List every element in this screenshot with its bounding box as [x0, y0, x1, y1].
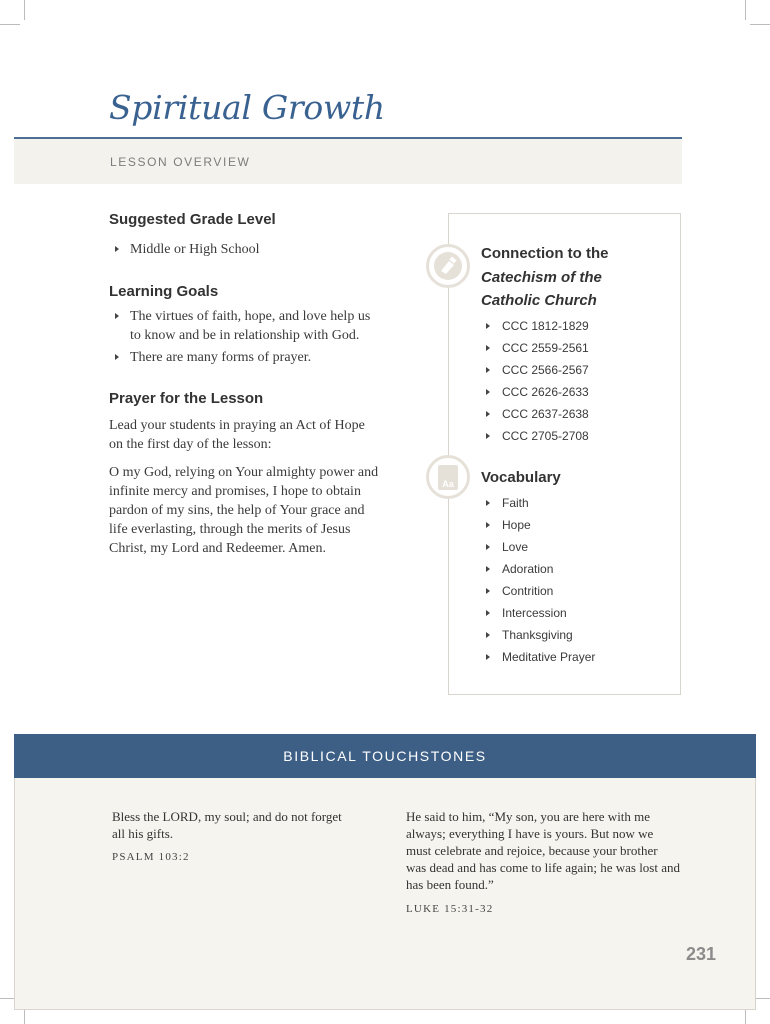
- bullet-arrow-icon: [486, 610, 490, 616]
- prayer-intro: Lead your students in praying an Act of Hope on the first day of the lesson:: [109, 418, 365, 452]
- touchstones-heading: BIBLICAL TOUCHSTONES: [14, 734, 756, 778]
- list-item: Intercession: [481, 602, 595, 624]
- list-item: Thanksgiving: [481, 624, 595, 646]
- bullet-arrow-icon: [115, 354, 119, 360]
- list-item: Contrition: [481, 580, 595, 602]
- crop-mark: [24, 0, 25, 20]
- list-item: CCC 2705-2708: [481, 425, 589, 447]
- luke-reference: LUKE 15:31-32: [406, 903, 494, 915]
- page-title: Spiritual Growth: [109, 88, 385, 127]
- grade-heading: Suggested Grade Level: [109, 211, 276, 228]
- catechism-seal-icon: [426, 244, 470, 288]
- dictionary-icon: [426, 455, 470, 499]
- list-item: CCC 2559-2561: [481, 337, 589, 359]
- bullet-arrow-icon: [486, 345, 490, 351]
- list-item: Hope: [481, 514, 595, 536]
- bullet-arrow-icon: [115, 313, 119, 319]
- bullet-arrow-icon: [486, 389, 490, 395]
- crop-mark: [750, 24, 770, 25]
- svg-text:Aa: Aa: [442, 479, 454, 489]
- bullet-arrow-icon: [486, 411, 490, 417]
- list-item: Middle or High School: [109, 240, 384, 259]
- crop-mark: [0, 24, 20, 25]
- list-item: Love: [481, 536, 595, 558]
- bullet-arrow-icon: [486, 367, 490, 373]
- goals-list: [109, 307, 379, 367]
- prayer-text: O my God, relying on Your almighty power and infinite mercy and promises, I hope to obtain pardon of my sins, the help of Your grace and life everlasting, through the merits of Jesus Christ, my Lord and Redeemer. Amen.: [109, 465, 379, 556]
- catechism-list: [481, 315, 589, 447]
- luke-quote: He said to him, “My son, you are here with me always; everything I have is yours. But now we must celebrate and rejoice, because your brother was dead and has come to life again; he was lost and has been found.”: [406, 809, 680, 892]
- bullet-arrow-icon: [486, 566, 490, 572]
- bullet-arrow-icon: [486, 544, 490, 550]
- list-item: CCC 2637-2638: [481, 403, 589, 425]
- crop-mark: [745, 0, 746, 20]
- bullet-arrow-icon: [486, 323, 490, 329]
- vocabulary-heading: Vocabulary: [481, 469, 561, 486]
- lesson-overview-band: [14, 139, 682, 184]
- prayer-heading: Prayer for the Lesson: [109, 390, 264, 407]
- goals-heading: Learning Goals: [109, 283, 219, 300]
- list-item: There are many forms of prayer.: [109, 348, 379, 367]
- list-item: CCC 1812-1829: [481, 315, 589, 337]
- bullet-arrow-icon: [115, 246, 119, 252]
- list-item: Adoration: [481, 558, 595, 580]
- list-item: Faith: [481, 492, 595, 514]
- bullet-arrow-icon: [486, 522, 490, 528]
- page-number: 231: [686, 944, 717, 964]
- list-item: CCC 2626-2633: [481, 381, 589, 403]
- grade-list: [109, 240, 384, 259]
- psalm-quote: Bless the LORD, my soul; and do not forget all his gifts.: [112, 809, 342, 841]
- bullet-arrow-icon: [486, 433, 490, 439]
- bullet-arrow-icon: [486, 632, 490, 638]
- list-item: CCC 2566-2567: [481, 359, 589, 381]
- bullet-arrow-icon: [486, 500, 490, 506]
- lesson-overview-label: LESSON OVERVIEW: [110, 155, 251, 169]
- bullet-arrow-icon: [486, 654, 490, 660]
- psalm-reference: PSALM 103:2: [112, 851, 190, 863]
- title-divider: [14, 137, 682, 139]
- catechism-heading: Connection to the Catechism of the Catholic Church: [481, 245, 609, 309]
- list-item: The virtues of faith, hope, and love help us to know and be in relationship with God.: [109, 307, 379, 345]
- list-item: Meditative Prayer: [481, 646, 595, 668]
- bullet-arrow-icon: [486, 588, 490, 594]
- vocabulary-list: [481, 492, 595, 668]
